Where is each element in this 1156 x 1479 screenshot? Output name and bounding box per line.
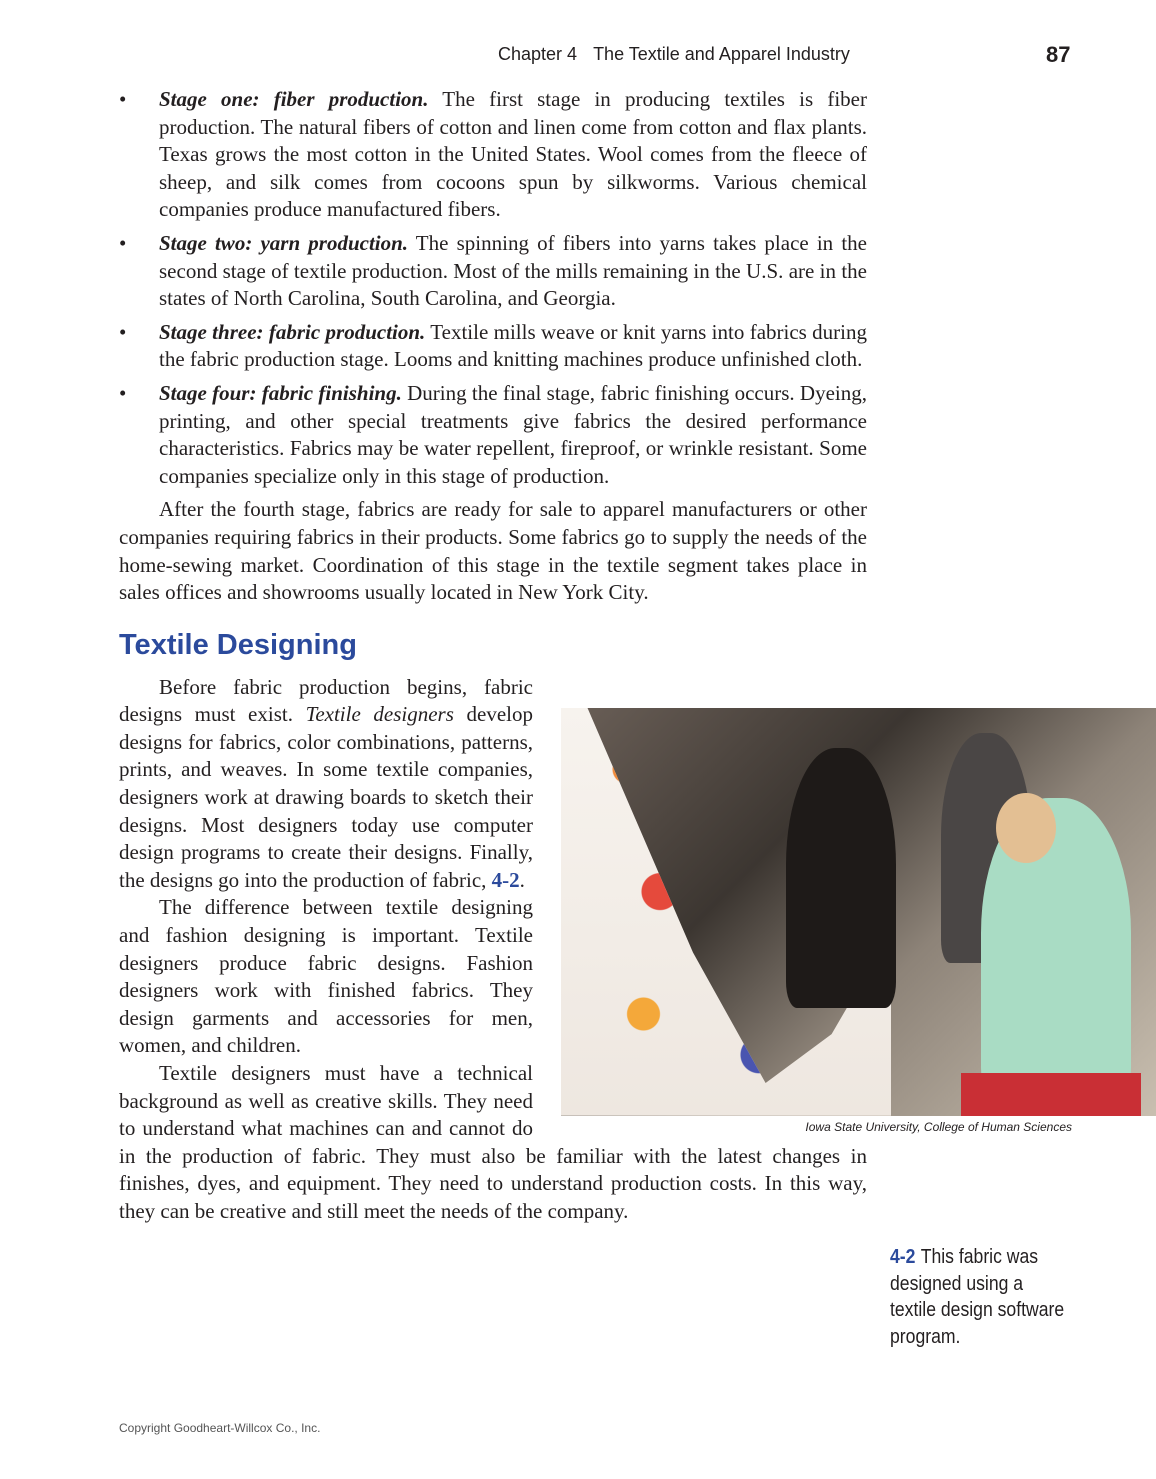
- figure-caption: [890, 1244, 1066, 1350]
- text: develop designs for fabrics, color combinations, patterns, prints, and weaves. In some textile companies, designers work at drawing boards to sketch their designs. Most designers today use computer design programs to create their designs. Finally, the designs go into the production of fabric,: [119, 702, 533, 892]
- bullet: •: [119, 230, 127, 255]
- paragraph: After the fourth stage, fabrics are ready for sale to apparel manufacturers or other companies requiring fabrics in their products. Some fabrics go to supply the needs of the home-sewing market. Coordination of this stage in the textile segment takes place in sales offices and showrooms usually located in New York City.: [119, 497, 867, 605]
- text: .: [519, 867, 525, 892]
- key-term: Textile designers: [305, 702, 454, 727]
- bullet: •: [119, 87, 127, 111]
- caption-text: This fabric was designed using a textile design software program.: [890, 1246, 1065, 1348]
- stage-list: [119, 86, 867, 490]
- red-case: [961, 1073, 1141, 1116]
- paragraph: The difference between textile designing and fashion designing is important. Textile designers produce fabric designs. Fashion designers work with finished fabrics. They design garments and accessories for men, women, and children.: [119, 895, 533, 1058]
- bullet: •: [119, 319, 127, 344]
- list-item: [119, 86, 867, 224]
- bullet-text: The spinning of fibers into yarns takes place in the second stage of textile production. Most of the mills remaining in the U.S. are in the states of North Carolina, South Carolina, and Georgia.: [159, 230, 867, 311]
- paragraph: Textile designers must have a technical background as well as creative skills. They need to understand what machines can and cannot do in the production of fabric. They must also be familiar with the latest changes in finishes, dyes, and equipment. They need to understand production costs. In this way, they can be creative and still meet the needs of the company.: [119, 1061, 867, 1223]
- text: Before fabric production begins, fabric designs must exist.: [119, 674, 533, 727]
- bullet-text: The first stage in producing textiles is fiber production. The natural fibers of cotton and linen come from cotton and flax plants. Texas grows the most cotton in the United States. Wool comes from the fleece of sheep, and silk comes from cocoons spun by silkworms. Various chemical companies produce manufactured fibers.: [159, 87, 868, 222]
- figure: [533, 674, 1156, 1135]
- list-item: [119, 380, 867, 490]
- photo-credit: Iowa State University, College of Human Sciences: [805, 1119, 1072, 1134]
- bullet-text: Textile mills weave or knit yarns into fabrics during the fabric production stage. Looms and knitting machines produce unfinished cloth.: [159, 319, 868, 372]
- page-number: 87: [1046, 42, 1071, 67]
- bullet-text: During the final stage, fabric finishing occurs. Dyeing, printing, and other special treatments give fabrics the desired performance characteristics. Fabrics may be water repellent, fireproof, or wrinkle resistant. Some companies specialize only in this stage of production.: [159, 380, 867, 488]
- figure-reference-link[interactable]: 4-2: [491, 867, 520, 892]
- face: [996, 793, 1056, 863]
- bullet-lead: Stage two: yarn production.: [159, 230, 409, 255]
- figure-photo: [561, 708, 1156, 1116]
- designer-seated: [786, 748, 896, 1008]
- bullet-lead: Stage one: fiber production.: [159, 87, 429, 111]
- copyright: Copyright Goodheart-Willcox Co., Inc.: [119, 1421, 321, 1435]
- section-heading: Textile Designing: [119, 628, 357, 661]
- bullet: •: [119, 380, 127, 405]
- bullet-lead: Stage four: fabric finishing.: [159, 380, 402, 405]
- bullet-lead: Stage three: fabric production.: [159, 319, 426, 344]
- figure-number: 4-2: [890, 1246, 916, 1268]
- running-header: [498, 44, 850, 65]
- body-text: [119, 86, 1072, 1226]
- list-item: [119, 230, 867, 313]
- list-item: [119, 319, 867, 374]
- chapter-label: Chapter 4: [498, 44, 578, 64]
- chapter-title: The Textile and Apparel Industry: [593, 44, 850, 64]
